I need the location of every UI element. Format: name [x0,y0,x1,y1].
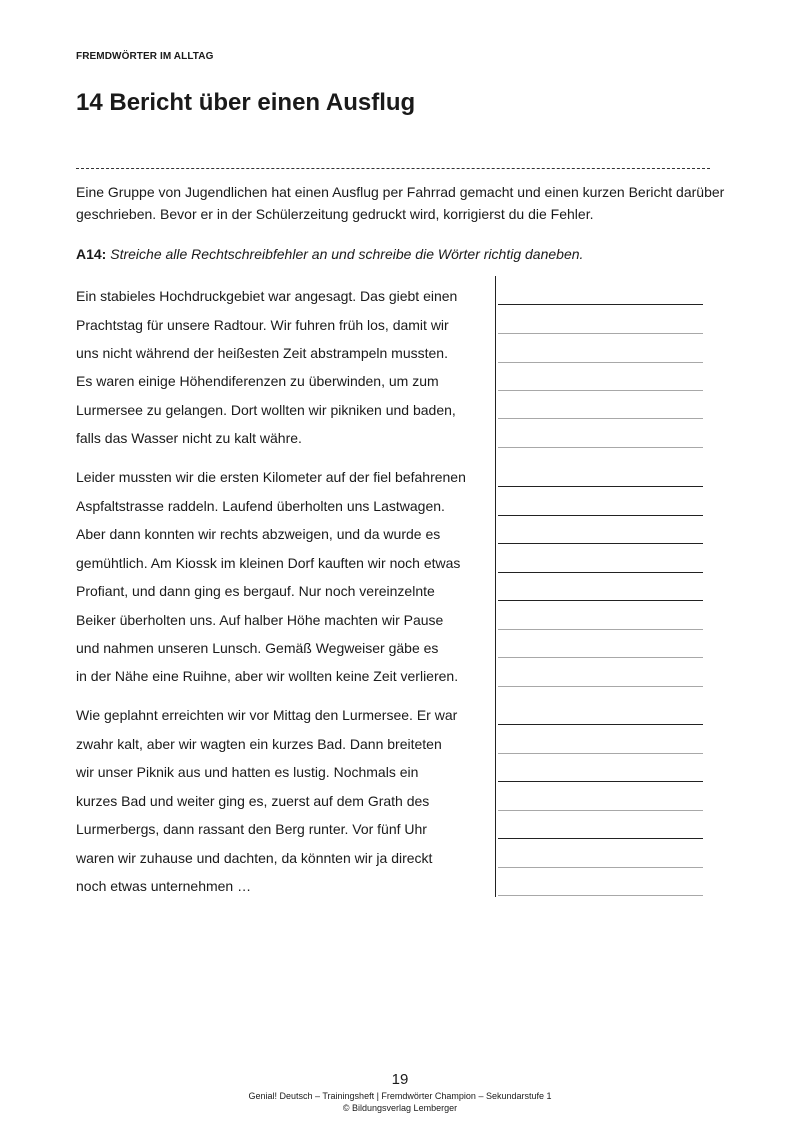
answer-line[interactable] [498,447,703,448]
answer-line[interactable] [498,543,703,544]
footer [0,1090,800,1114]
task-label: A14: [76,246,107,262]
report-line: Ein stabieles Hochdruckgebiet war angesagt. Das giebt einen [76,288,458,304]
answer-line[interactable] [498,362,703,363]
report-line: Prachtstag für unsere Radtour. Wir fuhren früh los, damit wir [76,317,449,333]
report-line: Aspfaltstrasse raddeln. Laufend überholten uns Lastwagen. [76,498,445,514]
answer-line[interactable] [498,686,703,687]
report-line: noch etwas unternehmen … [76,878,252,894]
answer-line[interactable] [498,486,703,487]
answer-line[interactable] [498,304,703,305]
report-line: Beiker überholten uns. Auf halber Höhe machten wir Pause [76,612,444,628]
dashed-separator [76,168,710,169]
report-line: Profiant, und dann ging es bergauf. Nur noch vereinzelnte [76,583,435,599]
report-line: zwahr kalt, aber wir wagten ein kurzes Bad. Dann breiteten [76,736,442,752]
answer-line[interactable] [498,657,703,658]
report-line: in der Nähe eine Ruihne, aber wir wollten keine Zeit verlieren. [76,668,459,684]
task-text: Streiche alle Rechtschreibfehler an und schreibe die Wörter richtig daneben. [110,246,584,262]
answer-line[interactable] [498,515,703,516]
report-line: waren wir zuhause und dachten, da könnten wir ja direckt [76,850,433,866]
report-line: und nahmen unseren Lunsch. Gemäß Wegweiser gäbe es [76,640,439,656]
answer-line[interactable] [498,895,703,896]
answer-line[interactable] [498,572,703,573]
section-header: FREMDWÖRTER IM ALLTAG [76,51,214,62]
footer-line-1: Genial! Deutsch – Trainingsheft | Fremdwörter Champion – Sekundarstufe 1 [248,1091,552,1101]
page-number: 19 [391,1071,409,1088]
answer-line[interactable] [498,600,703,601]
answer-column-divider [495,276,496,897]
footer-line-2: © Bildungsverlag Lemberger [342,1103,458,1113]
answer-line[interactable] [498,418,703,419]
answer-line[interactable] [498,781,703,782]
answer-line[interactable] [498,753,703,754]
report-line: gemühtlich. Am Kiossk im kleinen Dorf kauften wir noch etwas [76,555,461,571]
report-line: Lurmerbergs, dann rassant den Berg runter. Vor fünf Uhr [76,821,427,837]
report-line: Lurmersee zu gelangen. Dort wollten wir pikniken und baden, [76,402,456,418]
report-line: Leider mussten wir die ersten Kilometer auf der fiel befahrenen [76,469,466,485]
task-instruction [76,246,583,262]
answer-line[interactable] [498,629,703,630]
report-line: wir unser Piknik aus und hatten es lustig. Nochmals ein [76,764,419,780]
answer-line[interactable] [498,333,703,334]
report-line: Wie geplahnt erreichten wir vor Mittag den Lurmersee. Er war [76,707,458,723]
report-line: uns nicht während der heißesten Zeit abstrampeln mussten. [76,345,448,361]
report-line: Es waren einige Höhendiferenzen zu überwinden, um zum [76,373,439,389]
answer-line[interactable] [498,838,703,839]
report-line: Aber dann konnten wir rechts abzweigen, und da wurde es [76,526,441,542]
intro-text: Eine Gruppe von Jugendlichen hat einen Ausflug per Fahrrad gemacht und einen kurzen Bericht darüber geschrieben. Bevor er in der Schülerzeitung gedruckt wird, korrigierst du die Fehler. [76,184,725,222]
answer-line[interactable] [498,724,703,725]
answer-line[interactable] [498,810,703,811]
answer-line[interactable] [498,867,703,868]
answer-line[interactable] [498,390,703,391]
report-line: falls das Wasser nicht zu kalt währe. [76,430,302,446]
page-title: 14 Bericht über einen Ausflug [76,89,416,116]
report-line: kurzes Bad und weiter ging es, zuerst auf dem Grath des [76,793,430,809]
